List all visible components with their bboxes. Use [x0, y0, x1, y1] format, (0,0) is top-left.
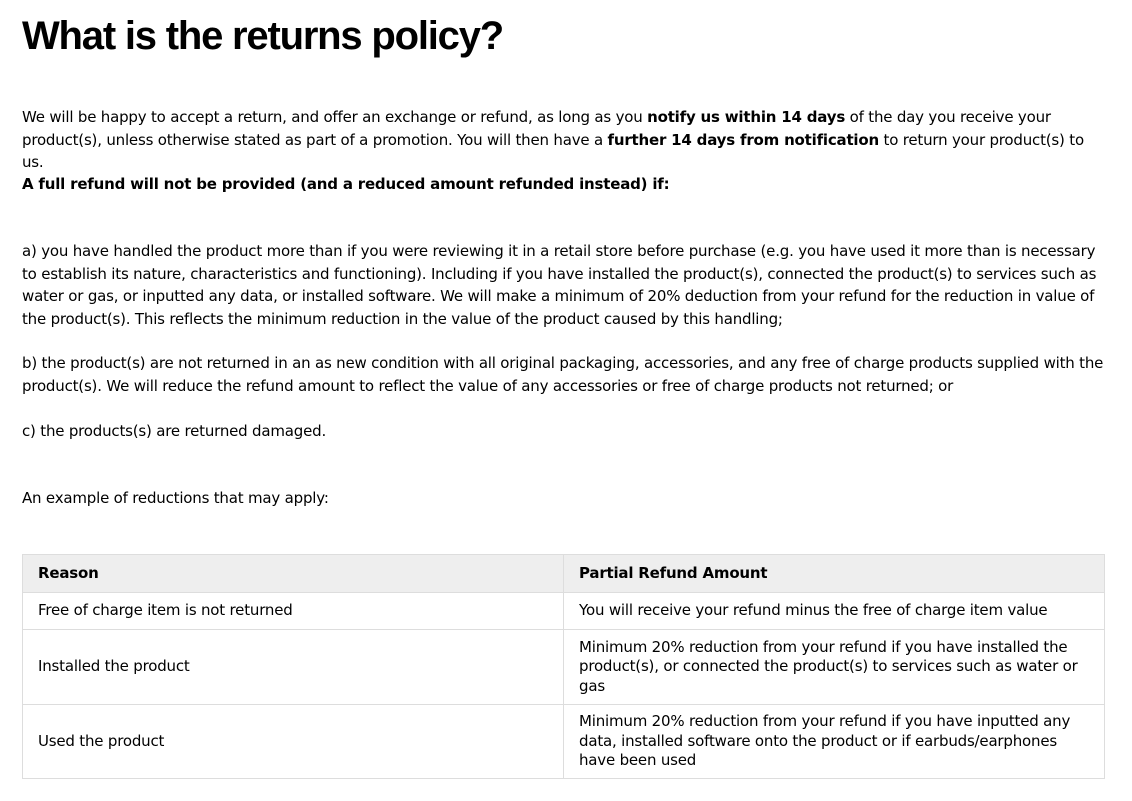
- intro-bold: notify us within 14 days: [647, 108, 846, 126]
- table-row: [23, 593, 1105, 630]
- condition-a: a) you have handled the product more than if you were reviewing it in a retail store before purchase (e.g. you have used it more than is necessary to establish its nature, characteristics and functioning). Including if you have installed the product(s), connected the product(s) to services such as water or gas, or inputted any data, or installed software. We will make a minimum of 20% deduction from your refund for the reduction in value of the product(s). This reflects the minimum reduction in the value of the product caused by this handling;: [22, 242, 1097, 328]
- refund-cell: Minimum 20% reduction from your refund if you have inputted any data, installed software onto the product or if earbuds/earphones have been used: [564, 705, 1105, 779]
- condition-b: b) the product(s) are not returned in an as new condition with all original packaging, accessories, and any free of charge products supplied with the product(s). We will reduce the refund amount to reflect the value of any accessories or free of charge products not returned; or: [22, 354, 1104, 395]
- condition-c: c) the products(s) are returned damaged.: [22, 422, 327, 440]
- refund-cell: You will receive your refund minus the free of charge item value: [564, 593, 1105, 630]
- full-refund-heading: A full refund will not be provided (and a reduced amount refunded instead) if:: [22, 175, 670, 193]
- intro-text: We will be happy to accept a return, and offer an exchange or refund, as long as you: [22, 108, 648, 126]
- table-header-row: [23, 555, 1105, 593]
- reason-cell: Installed the product: [23, 630, 564, 705]
- example-intro: An example of reductions that may apply:: [22, 489, 329, 507]
- table-row: [23, 705, 1105, 779]
- reason-cell: Used the product: [23, 705, 564, 779]
- table-row: [23, 630, 1105, 705]
- page-title: What is the returns policy?: [22, 14, 503, 58]
- header-reason: Reason: [23, 555, 564, 593]
- header-partial-refund: Partial Refund Amount: [564, 555, 1105, 593]
- refund-cell: Minimum 20% reduction from your refund if you have installed the product(s), or connected the product(s) to services such as water or gas: [564, 630, 1105, 705]
- reductions-table: [22, 554, 1105, 779]
- intro-text: of the day you receive your product(s), unless otherwise stated as part of a promotion. You will then have a: [22, 108, 1051, 149]
- intro-paragraph: [22, 106, 1106, 174]
- intro-text: to return your product(s) to us.: [22, 130, 1084, 171]
- reason-cell: Free of charge item is not returned: [23, 593, 564, 630]
- intro-bold: further 14 days from notification: [607, 130, 879, 149]
